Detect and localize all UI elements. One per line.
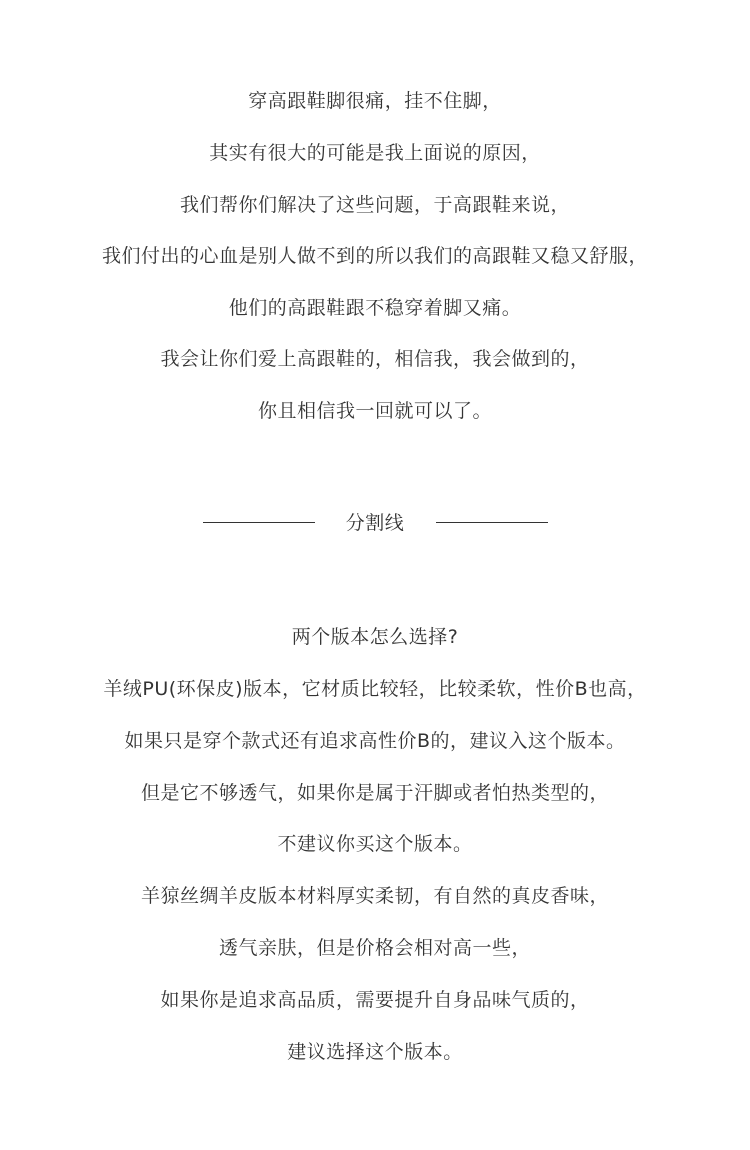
- text-line: 其实有很大的可能是我上面说的原因，: [209, 142, 541, 164]
- text-line: 透气亲肤，但是价格会相对高一些，: [218, 937, 531, 959]
- divider-label: 分割线: [345, 512, 405, 534]
- text-line: 如果只是穿个款式还有追求高性价B的，建议入这个版本。: [124, 730, 626, 752]
- text-line: 我们帮你们解决了这些问题，于高跟鞋来说，: [179, 194, 570, 216]
- text-line: 羊猄丝绸羊皮版本材料厚实柔韧，有自然的真皮香味，: [140, 885, 609, 907]
- text-line: 不建议你买这个版本。: [277, 833, 473, 855]
- text-line: 我会让你们爱上高跟鞋的，相信我，我会做到的，: [160, 348, 590, 370]
- text-line: 穿高跟鞋脚很痛，挂不住脚，: [248, 90, 502, 112]
- text-line: 他们的高跟鞋跟不稳穿着脚又痛。: [228, 297, 522, 319]
- section-divider: [0, 508, 750, 538]
- text-line: 我们付出的心血是别人做不到的所以我们的高跟鞋又稳又舒服，: [101, 245, 648, 267]
- text-line: 两个版本怎么选择?: [291, 626, 459, 648]
- text-line: 羊绒PU(环保皮)版本，它材质比较轻，比较柔软，性价B也高，: [103, 678, 647, 700]
- divider-rule-right: [436, 522, 548, 523]
- text-line: 但是它不够透气，如果你是属于汗脚或者怕热类型的，: [140, 782, 609, 804]
- text-line: 你且相信我一回就可以了。: [257, 400, 492, 422]
- text-line: 建议选择这个版本。: [287, 1041, 463, 1063]
- text-line: 如果你是追求高品质，需要提升自身品味气质的，: [160, 989, 590, 1011]
